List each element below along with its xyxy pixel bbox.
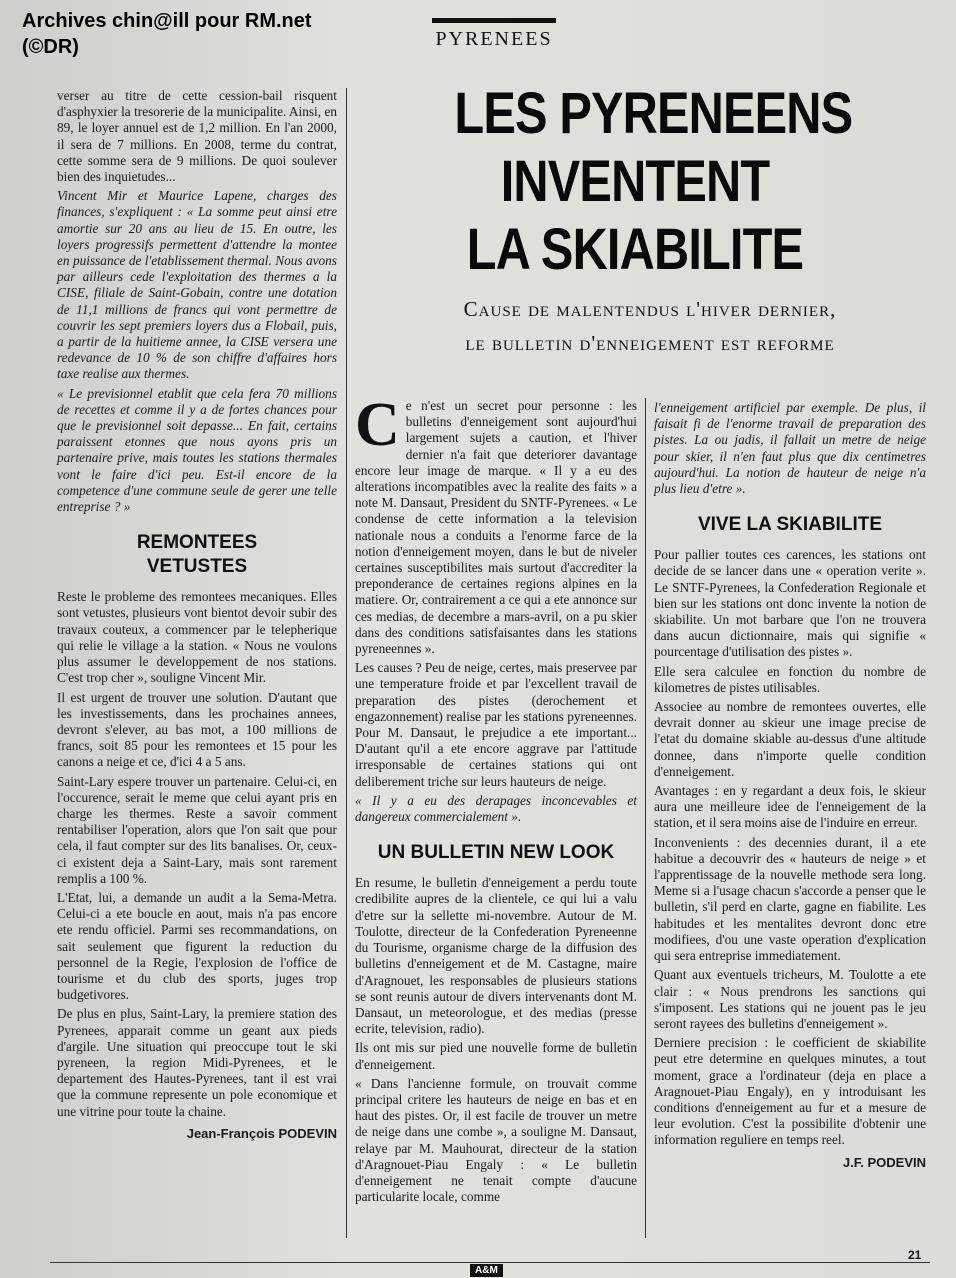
footer-rule <box>50 1262 930 1263</box>
paragraph: Reste le probleme des remontees mecaniques. Elles sont vetustes, plusieurs vont bientot devoir subir des travaux couteux, a commencer par le telepherique qui relie le village a la station. « Nous ne voulons plus assumer le developpement de nos stations. C'est trop cher », souligne Vincent Mir. <box>57 589 337 686</box>
column-2 <box>355 391 637 1208</box>
subheadline-line: Cause de malentendus l'hiver dernier, <box>463 297 837 321</box>
subheadline <box>400 292 900 360</box>
paragraph: En resume, le bulletin d'enneigement a perdu toute credibilite aupres de la clientele, ce qui lui a valu d'etre sur la sellette mi-novembre. Autour de M. Toulotte, directeur de la Confederation Pyreneenne du Tourisme, organisme charge de la diffusion des bulletins d'enneigement et de M. Castagne, maire d'Aragnouet, les responsables de plusieurs stations se sont reunis autour de divers intervenants dont M. Dansaut, un meteorologue, et des medias (presse ecrite, television, radio). <box>355 875 637 1037</box>
drop-cap: C <box>355 391 400 459</box>
magazine-logo: A&M <box>470 1264 503 1277</box>
paragraph: Saint-Lary espere trouver un partenaire. Celui-ci, en l'occurence, serait le meme que celui ayant pris en charge les thermes. Reste a savoir comment rentabiliser l'operation, alors que l'on sait que pour cela, il faut compter sur des lits banalises. Or, ceux-ci existent deja a Saint-Lary, mais sont rarement remplis a 100 %. <box>57 773 337 886</box>
watermark-line: Archives chin@ill pour RM.net <box>22 10 312 32</box>
paragraph: Associee au nombre de remontees ouvertes, elle devrait donner au skieur une image precise de l'etat du domaine skiable au-dessus d'une altitude donnee, dans n'importe quelle condition d'enneigement. <box>654 699 926 779</box>
paragraph: Les causes ? Peu de neige, certes, mais preservee par une temperature froide et par l'excellent travail de preparation des pistes (derochement et engazonnement) realise par les stations pyreneennes. Pour M. Dansaut, le prejudice a ete important... D'autant qu'il a ete encore aggrave par l'attitude irresponsable de certaines stations qui ont deliberement triche sur leurs hauteurs de neige. <box>355 660 637 789</box>
paragraph: Inconvenients : des decennies durant, il a ete habitue a decouvrir des « hauteurs de neige » et l'apprentissage de la nouvelle methode sera long. Meme si a l'usage chacun s'accorde a penser que le bulletin, s'il perd en clarte, gagne en fiabilite. Les habitudes et les mentalites devront donc etre modifiees, d'ou une vaste operation d'explication qui sera entreprise immediatement. <box>654 834 926 964</box>
headline-line: LA SKIABILITE <box>466 217 804 282</box>
paragraph: Elle sera calculee en fonction du nombre de kilometres de pistes utilisables. <box>654 663 926 695</box>
paragraph: « Il y a eu des derapages inconcevables et dangereux commercialement ». <box>355 792 637 825</box>
headline-line: LES PYRENEENS <box>454 81 853 146</box>
subheadline-line: le bulletin d'enneigement est reforme <box>465 331 835 355</box>
section-tag: PYRENEES <box>432 18 556 51</box>
author-signature: Jean-François PODEVIN <box>186 1125 337 1141</box>
paragraph: Ils ont mis sur pied une nouvelle forme de bulletin d'enneigement. <box>355 1040 637 1072</box>
paragraph: « Le previsionnel etablit que cela fera 70 millions de recettes et comme il y a de fortes chances pour que le previsionnel soit depasse... En fait, certains paraissent etonnes que nous ayons pris un partenaire prive, mais toutes les stations thermales vont le faire d'ici peu. Est-il encore de la competence d'une commune seule de gerer une telle entreprise ? » <box>57 385 337 515</box>
paragraph <box>355 391 637 657</box>
paragraph: Quant aux eventuels tricheurs, M. Toulotte a ete clair : « Nous prendrons les sanctions qui s'imposent. Les stations qui ne jouent pas le jeu seront rayees des bulletins d'enneigement ». <box>654 967 926 1031</box>
watermark <box>22 8 312 60</box>
paragraph: verser au titre de cette cession-bail risquent d'asphyxier la tresorerie de la municipalite. Ainsi, en 89, le loyer annuel est de 1,2 million. En l'an 2000, il sera de 7 millions. En 2008, terme du contrat, cette somme sera de 9 millions. De quoi soulever bien des inquietudes... <box>57 88 337 185</box>
section-heading <box>57 531 337 579</box>
section-heading: VIVE LA SKIABILITE <box>697 514 883 536</box>
paragraph: Derniere precision : le coefficient de skiabilite peut etre determine en quelques minutes, a tout moment, grace a l'ordinateur (deja en place a Aragnouet-Piau Engaly), en y introduisant les conditions d'enneigement au fur et a mesure de leur evolution. C'est la possibilite d'obtenir une information reguliere en temps reel. <box>654 1035 926 1148</box>
paragraph: Avantages : en y regardant a deux fois, le skieur aura une meilleure idee de l'enneigement de la station, et il sera moins aise de l'induire en erreur. <box>654 783 926 831</box>
headline-line: INVENTENT <box>500 149 770 214</box>
paragraph: Il est urgent de trouver une solution. D'autant que les investissements, dans les prochaines annees, devront s'elever, au bas mot, a 100 millions de francs, soit 85 pour les remontees et 15 pour les canons a neige et ce, d'ici 4 a 5 ans. <box>57 689 337 770</box>
heading-line: REMONTEES <box>136 532 258 554</box>
paragraph: « Dans l'ancienne formule, on trouvait comme principal critere les hauteurs de neige en bas et en haut des pistes. Or, il est facile de trouver un metre de neige dans une combe », a souligne M. Dansaut, relaye par M. Mauhourat, directeur de la station d'Aragnouet-Piau Engaly : « Le bulletin d'enneigement ne tenait compte d'aucune particularite locale, comme <box>355 1075 637 1205</box>
page-number: 21 <box>908 1248 922 1262</box>
paragraph: l'enneigement artificiel par exemple. De plus, il faisait fi de l'enorme travail de preparation des pistes. La ou jadis, il fallait un metre de neige pour skier, il n'en faut plus que dix centimetres aujourd'hui. La notion de hauteur de neige n'a plus lieu d'etre ». <box>654 400 926 497</box>
column-divider <box>346 88 347 1238</box>
column-3 <box>654 400 926 1171</box>
section-heading: UN BULLETIN NEW LOOK <box>377 842 615 864</box>
paragraph: Pour pallier toutes ces carences, les stations ont decide de se lancer dans une « operation verite ». Le SNTF-Pyrenees, la Confederation Regionale et bien sur les stations ont donc invente la notion de skiabilite. Un mot barbare que l'on ne trouvera dans aucun dictionnaire, mais qui signifie « pourcentage d'utilisation des pistes ». <box>654 547 926 660</box>
paragraph: De plus en plus, Saint-Lary, la premiere station des Pyrenees, apparait comme un geant aux pieds d'argile. Une situation qui preoccupe tout le ski pyreneen, la region Midi-Pyrenees, et le departement des Hautes-Pyrenees, tant il est vrai que la commune represente un pole economique et une vitrine pour toute la chaine. <box>57 1006 337 1119</box>
heading-line: VETUSTES <box>146 556 248 578</box>
column-1 <box>57 88 337 1142</box>
paragraph: L'Etat, lui, a demande un audit a la Sema-Metra. Celui-ci a ete boucle en aout, mais n'a pas encore ete rendu officiel. Parmi ses recommandations, on sait seulement que figurent la reduction du personnel de la Regie, l'explosion de l'office de tourisme et du club des sports, juges trop budgetivores. <box>57 889 337 1003</box>
watermark-line: (©DR) <box>22 36 79 58</box>
column-divider <box>645 398 646 1238</box>
paragraph: Vincent Mir et Maurice Lapene, charges des finances, s'expliquent : « La somme peut ainsi etre amortie sur 20 ans au lieu de 15. En outre, les loyers progressifs permettent d'attendre la montee en puissance de l'etablissement thermal. Nous avons par ailleurs cede l'exploitation des thermes a la CISE, filiale de Saint-Gobain, contre une dotation de 11,1 millions de francs qui vont permettre de couvrir les sept premiers loyers dus a Flobail, puis, a partir de la huitieme annee, la CISE versera une redevance de 10 % de son chiffre d'affaires hors taxe realise aux thermes. <box>57 188 337 382</box>
paragraph-text: e n'est un secret pour personne : les bulletins d'enneigement sont aujourd'hui largement sujets a caution, et l'hiver dernier n'a fait que deteriorer davantage encore leur image de marque. « Il y a eu des alterations incompatibles avec la realite des faits » a note M. Dansaut, President du SNTF-Pyrenees. « Le condense de cette information a la television nationale nous a conduits a l'enorme farce de la notion d'enneigement moyen, dans le but de niveler certaines susceptibilites mais surtout d'accrediter la preponderance de certaines regions alpines en la matiere. Or, contrairement a ce qui a ete annonce sur ces medias, de decembre a mars-avril, on a pu skier dans des conditions satisfaisantes dans les stations pyreneennes ». <box>355 398 637 657</box>
author-signature: J.F. PODEVIN <box>842 1154 926 1170</box>
headline <box>454 80 853 284</box>
